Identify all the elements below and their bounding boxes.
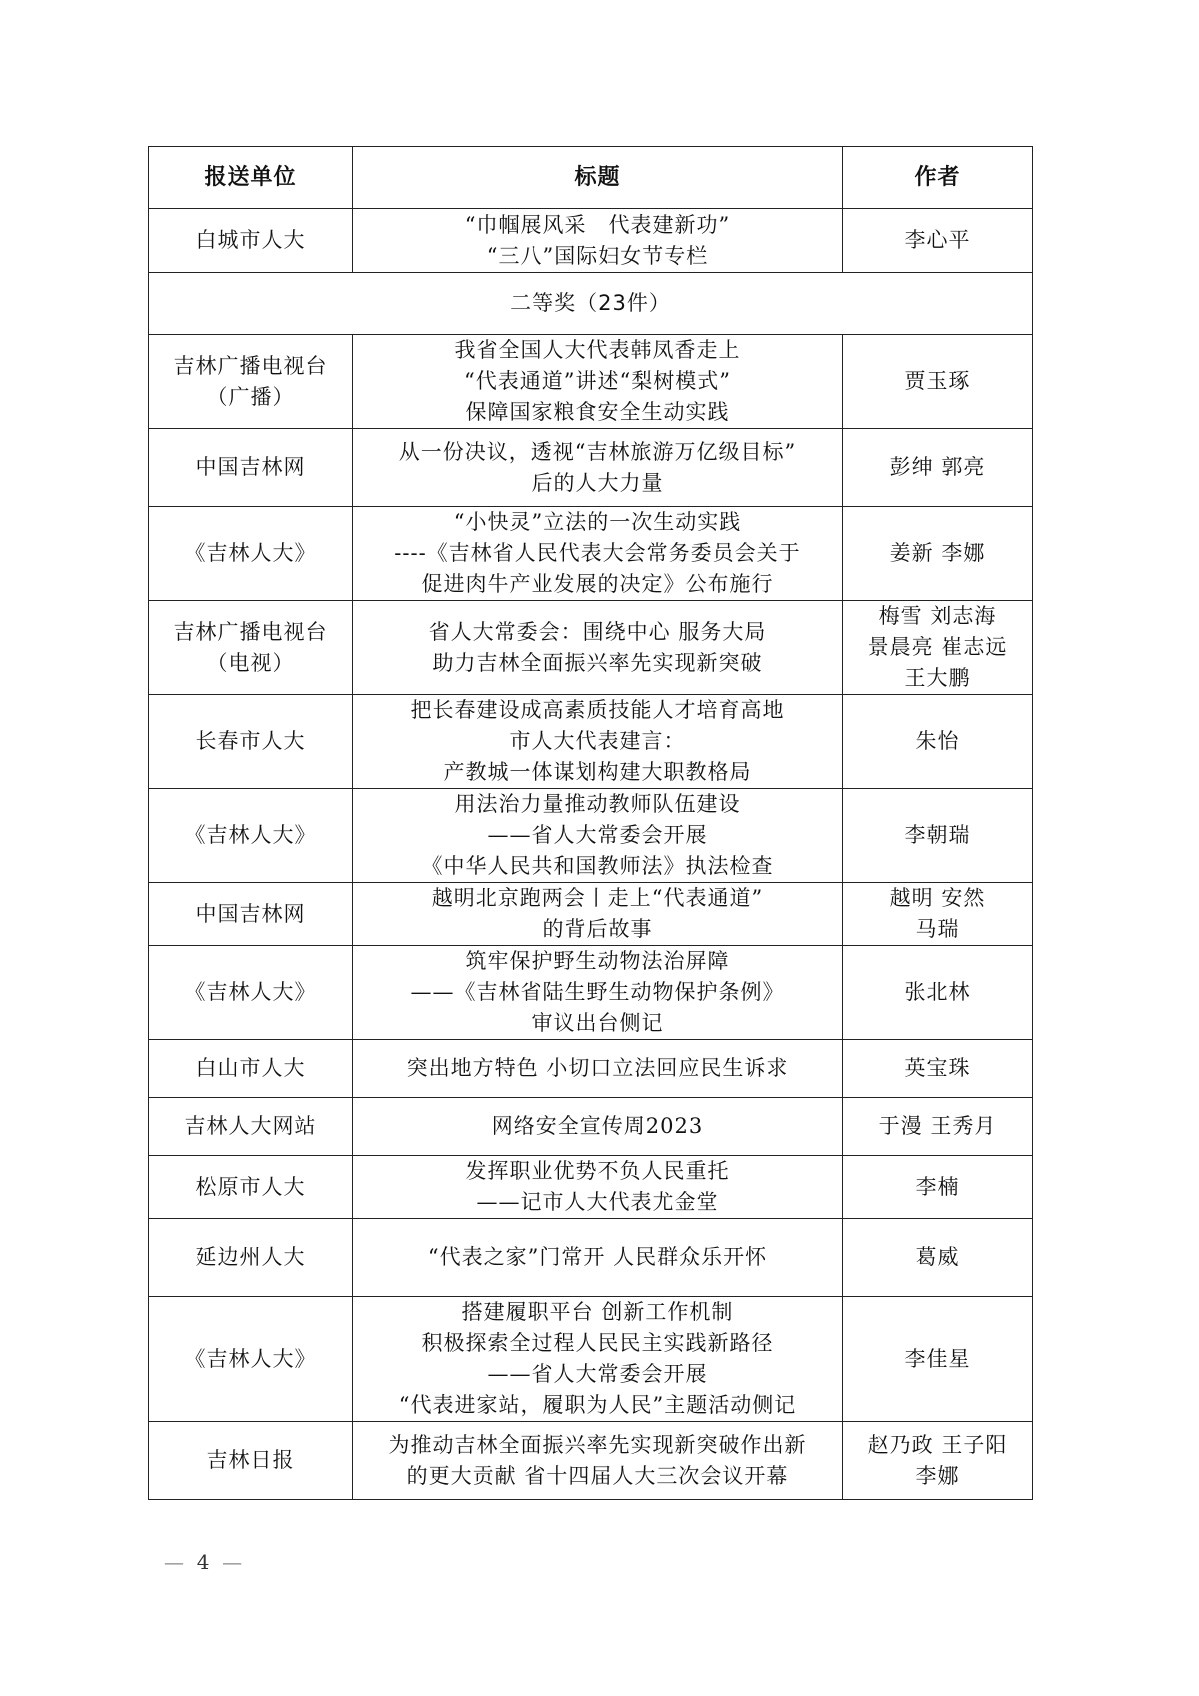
header-row — [149, 147, 1033, 209]
title-line: 《中华人民共和国教师法》执法检查 — [421, 854, 774, 878]
title-line: ——省人大常委会开展 — [487, 1362, 708, 1386]
title-line: 审议出台侧记 — [531, 1011, 664, 1035]
unit-line: （广播） — [206, 384, 295, 409]
title-cell — [353, 209, 843, 273]
author-cell — [843, 1098, 1033, 1156]
title-line: 用法治力量推动教师队伍建设 — [454, 792, 741, 816]
title-line: 筑牢保护野生动物法治屏障 — [465, 949, 730, 973]
author-cell — [843, 335, 1033, 429]
title-cell — [353, 1219, 843, 1297]
unit-line: 吉林日报 — [206, 1448, 295, 1472]
unit-line: 《吉林人大》 — [184, 541, 317, 565]
section-row — [149, 273, 1033, 335]
title-line: 后的人大力量 — [531, 470, 664, 495]
title-line: 省人大常委会：围绕中心 服务大局 — [428, 619, 767, 644]
author-cell — [843, 209, 1033, 273]
page-footer — [164, 1550, 242, 1574]
header-title: 标题 — [353, 147, 843, 209]
title-line: ----《吉林省人民代表大会常务委员会关于 — [394, 541, 801, 565]
title-line: 市人大代表建言： — [509, 729, 686, 753]
author-cell — [843, 695, 1033, 789]
table-row — [149, 1040, 1033, 1098]
table-row — [149, 1219, 1033, 1297]
unit-cell — [149, 429, 353, 507]
author-cell — [843, 1040, 1033, 1098]
author-cell — [843, 883, 1033, 946]
unit-cell — [149, 209, 353, 273]
title-line: 把长春建设成高素质技能人才培育高地 — [410, 698, 785, 722]
unit-cell — [149, 335, 353, 429]
title-cell — [353, 883, 843, 946]
table-row — [149, 1098, 1033, 1156]
table-row — [149, 883, 1033, 946]
title-line: ——《吉林省陆生野生动物保护条例》 — [410, 980, 785, 1004]
author-cell — [843, 1156, 1033, 1219]
page-number: 4 — [196, 1550, 210, 1574]
unit-line: 中国吉林网 — [195, 901, 306, 926]
title-cell — [353, 695, 843, 789]
table-row — [149, 695, 1033, 789]
author-line: 张北林 — [904, 980, 971, 1004]
author-line: 英宝珠 — [904, 1056, 971, 1080]
unit-line: 《吉林人大》 — [184, 823, 317, 847]
author-line: 李心平 — [904, 228, 971, 252]
title-cell — [353, 507, 843, 601]
author-line: 马瑞 — [915, 917, 960, 941]
author-line: 姜新 李娜 — [889, 541, 986, 565]
unit-line: 《吉林人大》 — [184, 980, 317, 1004]
table-row — [149, 1422, 1033, 1500]
table-row — [149, 507, 1033, 601]
table-row — [149, 1297, 1033, 1422]
title-cell — [353, 1098, 843, 1156]
author-line: 彭绅 郭亮 — [889, 455, 986, 479]
unit-line: 松原市人大 — [195, 1174, 306, 1199]
title-line: 保障国家粮食安全生动实践 — [465, 400, 730, 424]
title-cell — [353, 1422, 843, 1500]
unit-line: 《吉林人大》 — [184, 1346, 317, 1371]
title-line: ——省人大常委会开展 — [487, 823, 708, 847]
unit-cell — [149, 1219, 353, 1297]
author-line: 于漫 王秀月 — [878, 1114, 997, 1138]
title-line: “三八”国际妇女节专栏 — [486, 243, 709, 268]
header-author: 作者 — [843, 147, 1033, 209]
title-cell — [353, 1156, 843, 1219]
title-line: 发挥职业优势不负人民重托 — [465, 1159, 730, 1183]
title-line: 的更大贡献 省十四届人大三次会议开幕 — [406, 1463, 789, 1488]
author-cell — [843, 789, 1033, 883]
unit-cell — [149, 946, 353, 1040]
title-line: 突出地方特色 小切口立法回应民生诉求 — [406, 1056, 789, 1080]
title-line: 的背后故事 — [542, 917, 653, 941]
title-line: 越明北京跑两会丨走上“代表通道” — [431, 886, 764, 910]
table-row — [149, 209, 1033, 273]
title-line: 助力吉林全面振兴率先实现新突破 — [432, 650, 763, 675]
table-row — [149, 335, 1033, 429]
title-line: “小快灵”立法的一次生动实践 — [453, 510, 742, 534]
unit-cell — [149, 1156, 353, 1219]
title-cell — [353, 789, 843, 883]
title-cell — [353, 429, 843, 507]
author-cell — [843, 946, 1033, 1040]
unit-line: 白城市人大 — [195, 228, 306, 252]
unit-cell — [149, 695, 353, 789]
unit-cell — [149, 1040, 353, 1098]
author-line: 李朝瑞 — [904, 823, 971, 847]
table-row — [149, 789, 1033, 883]
author-cell — [843, 429, 1033, 507]
title-cell — [353, 601, 843, 695]
author-line: 王大鹏 — [904, 666, 971, 690]
title-line: 我省全国人大代表韩凤香走上 — [454, 338, 741, 362]
author-line: 赵乃政 王子阳 — [867, 1432, 1008, 1457]
unit-line: 吉林人大网站 — [184, 1114, 317, 1138]
table-row — [149, 601, 1033, 695]
unit-line: 吉林广播电视台 — [173, 353, 328, 378]
unit-line: 吉林广播电视台 — [173, 619, 328, 644]
unit-cell — [149, 507, 353, 601]
author-line: 李楠 — [915, 1174, 960, 1199]
unit-cell — [149, 601, 353, 695]
author-line: 梅雪 刘志海 — [878, 604, 997, 628]
unit-cell — [149, 1098, 353, 1156]
author-cell — [843, 1297, 1033, 1422]
title-line: 搭建履职平台 创新工作机制 — [461, 1300, 734, 1324]
title-line: 积极探索全过程人民民主实践新路径 — [421, 1331, 774, 1355]
table-row — [149, 429, 1033, 507]
author-line: 朱怡 — [915, 729, 960, 753]
title-line: 促进肉牛产业发展的决定》公布施行 — [421, 572, 774, 596]
title-line: ——记市人大代表尤金堂 — [476, 1190, 719, 1214]
author-line: 越明 安然 — [889, 886, 986, 910]
unit-line: 延边州人大 — [195, 1245, 306, 1269]
title-cell — [353, 1297, 843, 1422]
unit-line: 长春市人大 — [195, 729, 306, 753]
author-line: 李佳星 — [904, 1346, 971, 1371]
author-line: 葛威 — [915, 1245, 960, 1269]
table-body — [149, 209, 1033, 1500]
title-line: 产教城一体谋划构建大职教格局 — [443, 760, 752, 784]
title-line: 网络安全宣传周2023 — [491, 1114, 704, 1138]
footer-dash-right: — — [222, 1550, 243, 1574]
unit-cell — [149, 883, 353, 946]
unit-line: 白山市人大 — [195, 1056, 306, 1080]
unit-cell — [149, 789, 353, 883]
author-cell — [843, 1219, 1033, 1297]
author-line: 李娜 — [915, 1463, 960, 1488]
title-line: 为推动吉林全面振兴率先实现新突破作出新 — [388, 1432, 807, 1457]
section-heading: 二等奖（23件） — [149, 273, 1033, 335]
author-cell — [843, 1422, 1033, 1500]
footer-dash-left: — — [164, 1550, 184, 1574]
title-line: “代表通道”讲述“梨树模式” — [464, 369, 731, 393]
title-line: “代表进家站，履职为人民”主题活动侧记 — [398, 1393, 797, 1417]
author-line: 景晨亮 崔志远 — [867, 635, 1008, 659]
title-cell — [353, 335, 843, 429]
unit-line: 中国吉林网 — [195, 455, 306, 479]
table-row — [149, 1156, 1033, 1219]
author-cell — [843, 507, 1033, 601]
unit-cell — [149, 1422, 353, 1500]
unit-cell — [149, 1297, 353, 1422]
title-line: “代表之家”门常开 人民群众乐开怀 — [427, 1245, 768, 1269]
award-table — [148, 146, 1033, 1500]
title-line: “巾帼展风采 代表建新功” — [464, 212, 731, 237]
author-line: 贾玉琢 — [904, 369, 971, 393]
title-line: 从一份决议，透视“吉林旅游万亿级目标” — [398, 439, 797, 464]
title-cell — [353, 946, 843, 1040]
unit-line: （电视） — [206, 650, 295, 675]
header-unit: 报送单位 — [149, 147, 353, 209]
author-cell — [843, 601, 1033, 695]
table-row — [149, 946, 1033, 1040]
title-cell — [353, 1040, 843, 1098]
